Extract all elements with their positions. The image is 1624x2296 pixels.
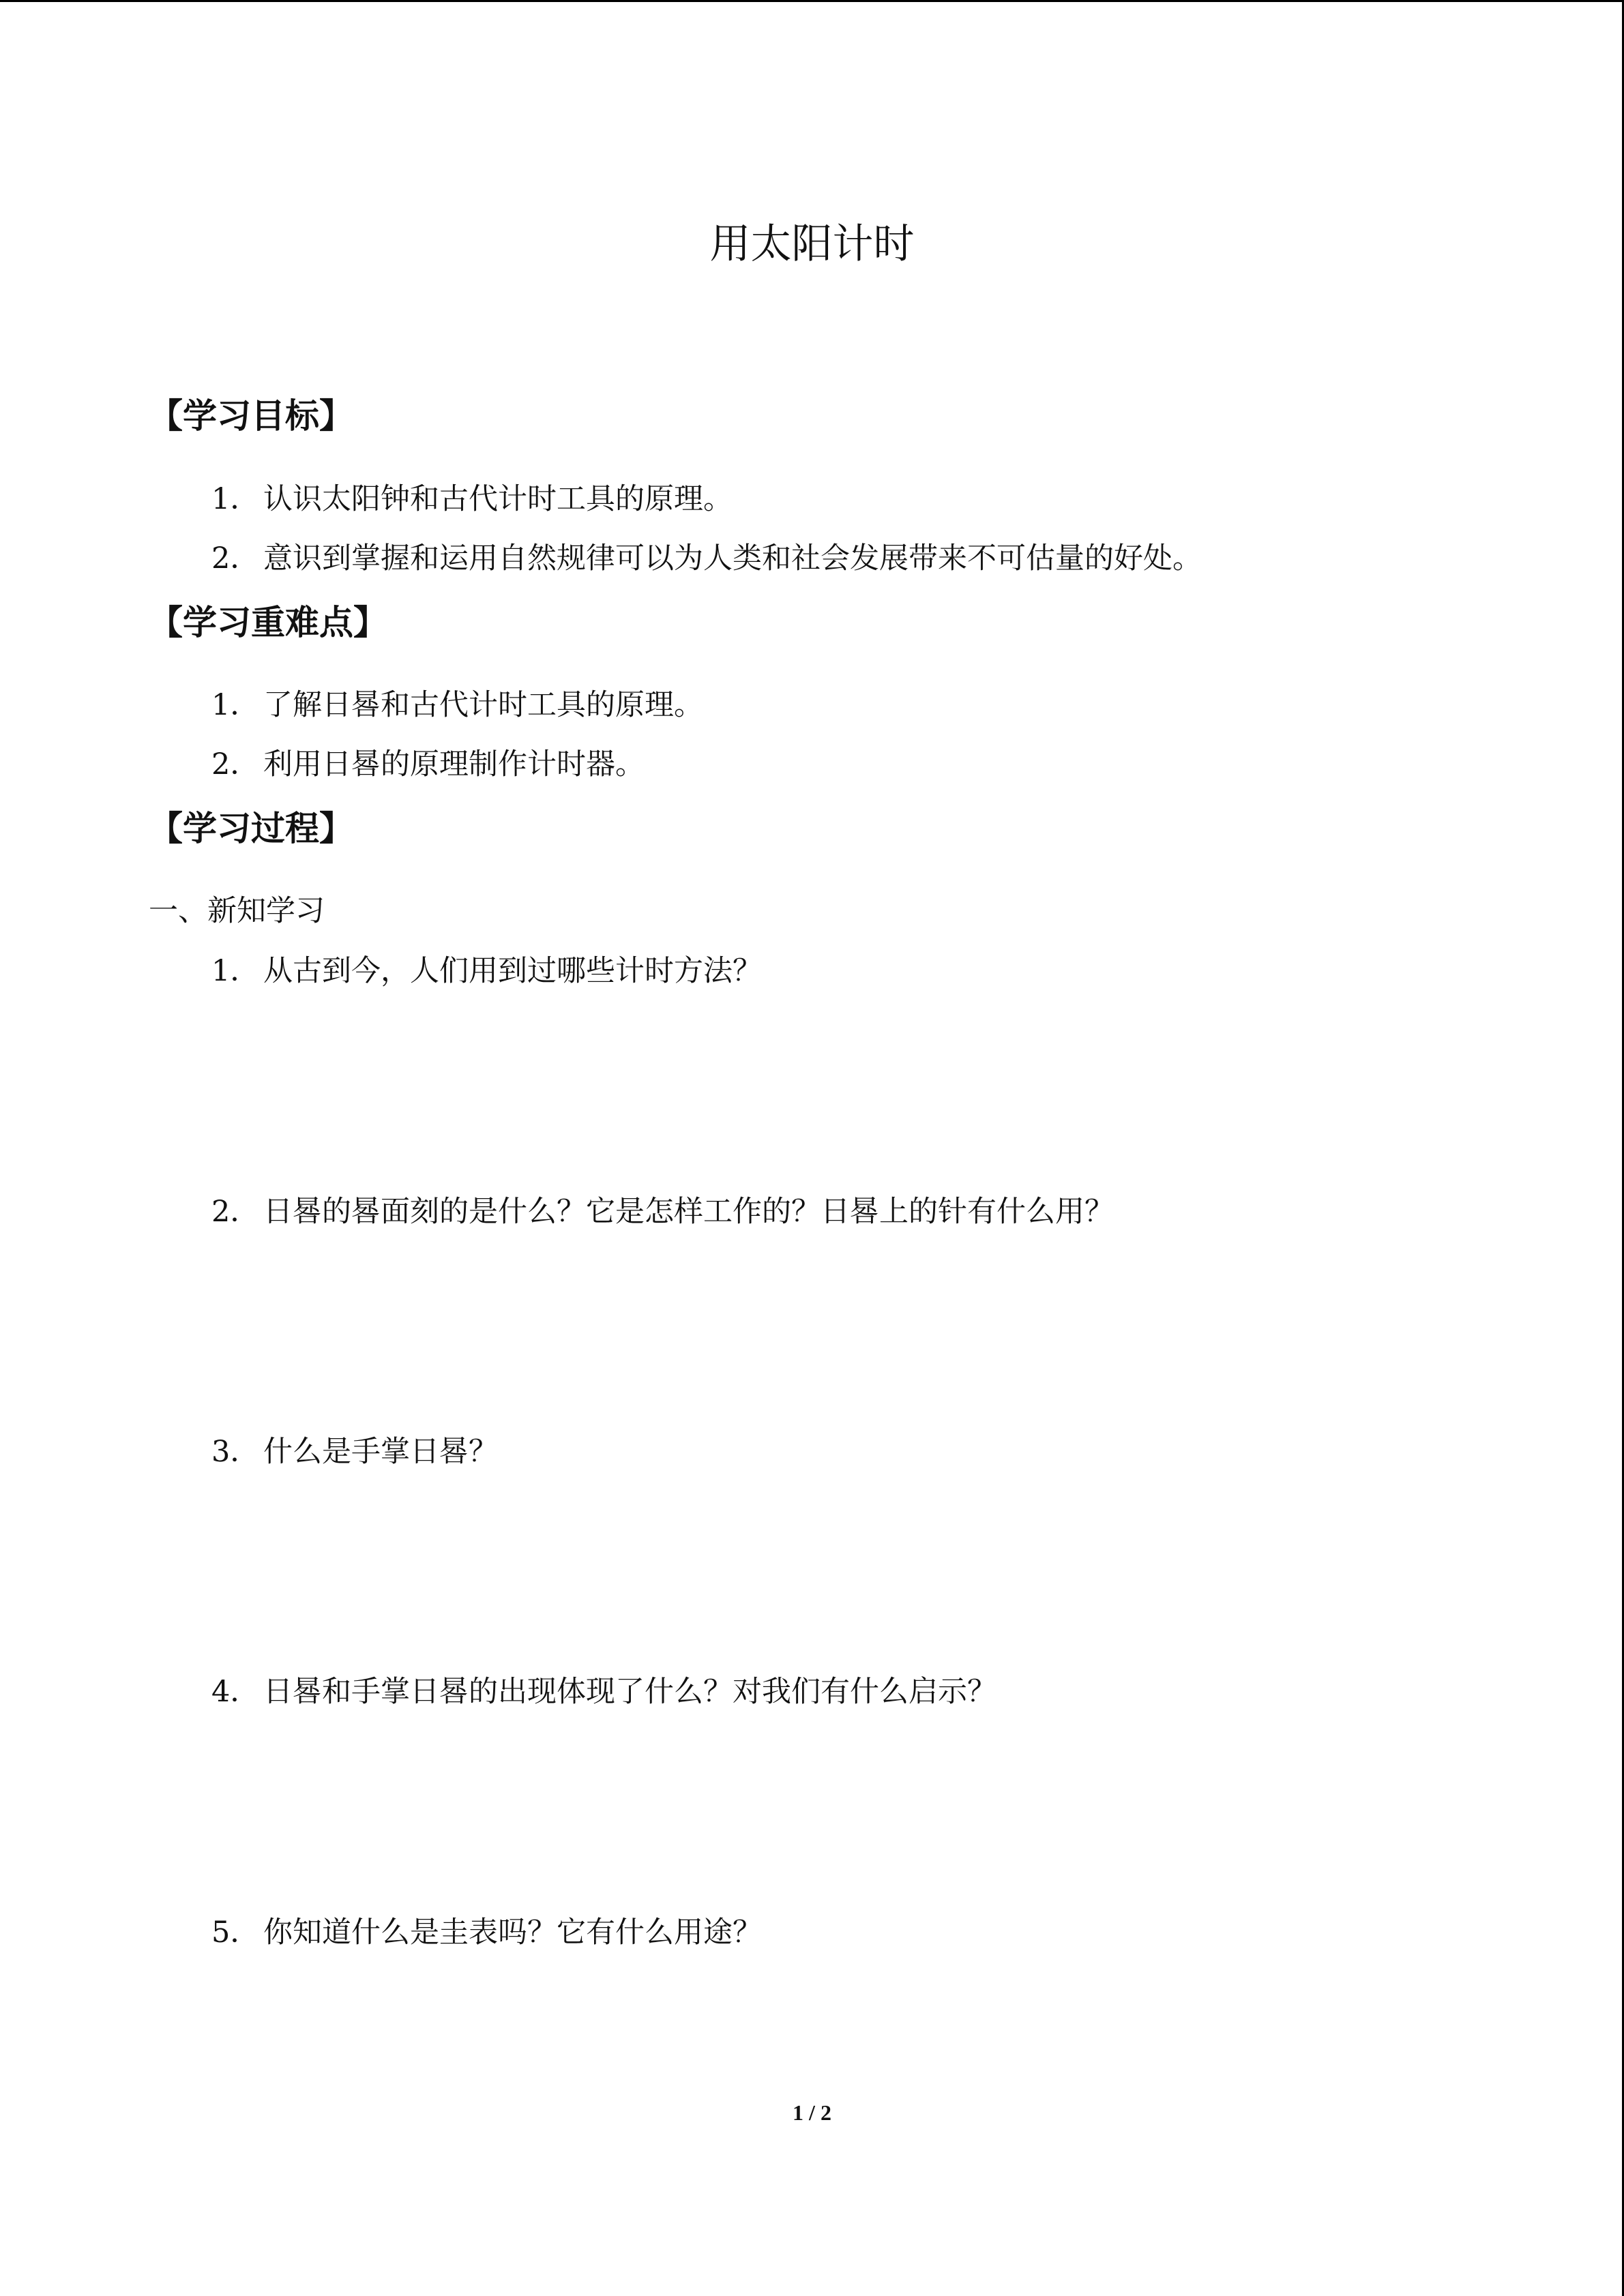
item-number: 1． [211, 954, 260, 988]
item-number: 2． [211, 747, 260, 781]
item-text: 利用日晷的原理制作计时器。 [263, 747, 645, 781]
question-item [211, 1189, 1114, 1230]
item-number: 2． [211, 541, 260, 576]
item-text: 什么是手掌日晷？ [263, 1435, 498, 1469]
question-item [211, 1429, 498, 1470]
item-number: 3． [211, 1435, 260, 1469]
item-text: 意识到掌握和运用自然规律可以为人类和社会发展带来不可估量的好处。 [263, 541, 1202, 576]
page-number: 1 / 2 [793, 2100, 831, 2125]
objective-item [211, 476, 733, 518]
item-text: 从古到今，人们用到过哪些计时方法？ [263, 954, 762, 988]
item-text: 你知道什么是圭表吗？它有什么用途？ [263, 1915, 762, 1950]
objective-item [211, 535, 1202, 577]
section-heading-objectives: 【学习目标】 [149, 396, 353, 436]
key-point-item [211, 682, 703, 724]
item-text: 日晷的晷面刻的是什么？它是怎样工作的？日晷上的针有什么用？ [263, 1195, 1114, 1229]
item-number: 2． [211, 1195, 260, 1229]
subsection-heading: 一、新知学习 [149, 894, 325, 928]
section-heading-process: 【学习过程】 [149, 809, 353, 848]
item-number: 1． [211, 482, 260, 516]
item-number: 5． [211, 1915, 260, 1950]
section-heading-key-points: 【学习重难点】 [149, 603, 387, 642]
question-item [211, 1669, 996, 1710]
item-number: 4． [211, 1675, 260, 1709]
item-text: 日晷和手掌日晷的出现体现了什么？对我们有什么启示？ [263, 1675, 996, 1709]
item-number: 1． [211, 688, 260, 722]
question-item [211, 1909, 762, 1951]
item-text: 认识太阳钟和古代计时工具的原理。 [263, 482, 733, 516]
item-text: 了解日晷和古代计时工具的原理。 [263, 688, 703, 722]
key-point-item [211, 741, 645, 783]
document-title: 用太阳计时 [709, 220, 915, 268]
question-item [211, 948, 762, 989]
